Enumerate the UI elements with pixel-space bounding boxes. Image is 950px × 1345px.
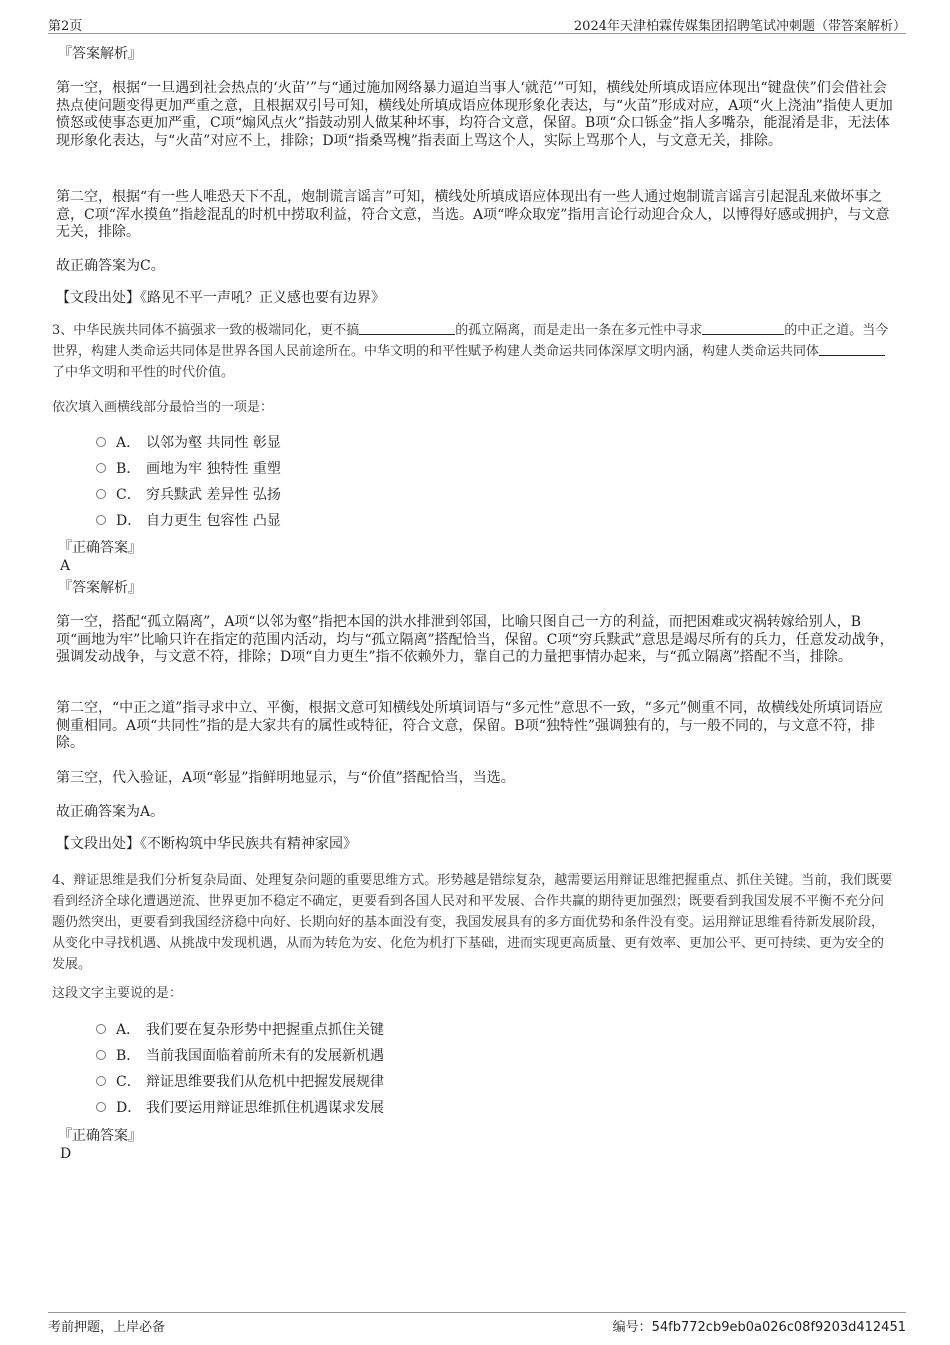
- option-c[interactable]: C． 穷兵黩武 差异性 弘扬: [96, 481, 281, 507]
- page-number: 第2页: [48, 19, 83, 34]
- radio-button[interactable]: [96, 489, 106, 499]
- page-header: [48, 12, 906, 34]
- answer-blank: [819, 343, 885, 356]
- radio-button[interactable]: [96, 463, 106, 473]
- answer-statement: 故正确答案为C。: [56, 258, 165, 274]
- footer-motto: 考前押题，上岸必备: [48, 1320, 166, 1335]
- source-citation: 【文段出处】《路见不平一声吼？正义感也要有边界》: [56, 290, 385, 306]
- question-stem: 3、中华民族共同体不搞强求一致的极端同化，更不搞 的孤立隔离，而是走出一条在多元性中寻求 的中正之道。当今世界，构建人类命运共同体是世界各国人民前途所在。中华文明的和平性赋予构建人类命运共同体深厚文明内涵，构建人类命运共同体了中华文明和平性的时代价值。: [52, 323, 889, 380]
- correct-answer: D: [60, 1146, 72, 1162]
- correct-answer-tag: 『正确答案』: [58, 540, 142, 556]
- radio-button[interactable]: [96, 1102, 106, 1112]
- option-d[interactable]: D． 我们要运用辩证思维抓住机遇谋求发展: [96, 1094, 384, 1120]
- option-b[interactable]: B． 当前我国面临着前所未有的发展新机遇: [96, 1042, 384, 1068]
- analysis-tag: 『答案解析』: [58, 580, 142, 596]
- analysis-tag: 『答案解析』: [58, 46, 142, 62]
- answer-statement: 故正确答案为A。: [56, 804, 165, 820]
- radio-button[interactable]: [96, 1076, 106, 1086]
- analysis-paragraph: 第三空，代入验证，A项“彰显”指鲜明地显示，与“价值”搭配恰当，当选。: [56, 770, 515, 786]
- option-a[interactable]: A． 我们要在复杂形势中把握重点抓住关键: [96, 1016, 384, 1042]
- analysis-paragraph: 第一空，根据“一旦遇到社会热点的‘火苗’”与“通过施加网络暴力逼迫当事人‘就范’”可知，横线处所填成语应体现出“键盘侠”们会借社会热点使问题变得更加严重之意，且根据双引号可知，横线处所填成语应体现形象化表达，与“火苗”形成对应，A项“火上浇油”指使人更加愤怒或使事态更加严重，C项“煽风点火”指鼓动别人做某种坏事，均符合文意，保留。B项“众口铄金”指人多嘴杂，能混淆是非，无法体现形象化表达，与“火苗”对应不上，排除；D项“指桑骂槐”指表面上骂这个人，实际上骂那个人，与文意无关，排除。: [56, 80, 893, 149]
- correct-answer-tag: 『正确答案』: [58, 1128, 142, 1144]
- option-list: [96, 429, 281, 533]
- analysis-paragraph: 第一空，搭配“孤立隔离”，A项“以邻为壑”指把本国的洪水排泄到邻国，比喻只图自己一方的利益，而把困难或灾祸转嫁给别人，B项“画地为牢”比喻只许在指定的范围内活动，均与“孤立隔离”搭配恰当，保留。C项“穷兵黩武”意思是竭尽所有的兵力，任意发动战争，强调发动战争，与文意不符，排除；D项“自力更生”指不依赖外力，靠自己的力量把事情办起来，与“孤立隔离”搭配不当，排除。: [56, 614, 894, 665]
- document-code: 编号：54fb772cb9eb0a026c08f9203d412451: [612, 1320, 906, 1335]
- option-b[interactable]: B． 画地为牢 独特性 重塑: [96, 455, 281, 481]
- document-title: 2024年天津柏霖传媒集团招聘笔试冲刺题（带答案解析）: [573, 19, 906, 34]
- radio-button[interactable]: [96, 1024, 106, 1034]
- correct-answer: A: [60, 558, 71, 574]
- question-prompt: 这段文字主要说的是：: [52, 986, 183, 1001]
- radio-button[interactable]: [96, 515, 106, 525]
- source-citation: 【文段出处】《不断构筑中华民族共有精神家园》: [56, 836, 357, 852]
- option-a[interactable]: A． 以邻为壑 共同性 彰显: [96, 429, 281, 455]
- question-prompt: 依次填入画横线部分最恰当的一项是：: [52, 400, 274, 415]
- answer-blank: [359, 322, 455, 335]
- analysis-paragraph: 第二空，根据“有一些人唯恐天下不乱，炮制谎言谣言”可知，横线处所填成语应体现出有一些人通过炮制谎言谣言引起混乱来做坏事之意，C项“浑水摸鱼”指趁混乱的时机中捞取利益，符合文意，当选。A项“哗众取宠”指用言论行动迎合众人，以博得好感或拥护，与文意无关，排除。: [56, 189, 890, 240]
- option-c[interactable]: C． 辩证思维要我们从危机中把握发展规律: [96, 1068, 384, 1094]
- radio-button[interactable]: [96, 437, 106, 447]
- option-d[interactable]: D． 自力更生 包容性 凸显: [96, 507, 281, 533]
- option-list: [96, 1016, 384, 1120]
- answer-blank: [702, 322, 784, 335]
- radio-button[interactable]: [96, 1050, 106, 1060]
- page-footer: [48, 1312, 906, 1334]
- analysis-paragraph: 第二空，“中正之道”指寻求中立、平衡，根据文意可知横线处所填词语与“多元性”意思不一致，“多元”侧重不同，故横线处所填词语应侧重相同。A项“共同性”指的是大家共有的属性或特征，符合文意，保留。B项“独特性”强调独有的，与一般不同的，与文意不符，排除。: [56, 700, 883, 751]
- question-stem: 4、辩证思维是我们分析复杂局面、处理复杂问题的重要思维方式。形势越是错综复杂，越需要运用辩证思维把握重点、抓住关键。当前，我们既要看到经济全球化遭遇逆流、世界更加不稳定不确定，更要看到各国人民对和平发展、合作共赢的期待更加强烈；既要看到我国发展不平衡不充分问题仍然突出，更要看到我国经济稳中向好、长期向好的基本面没有变，我国发展具有的多方面优势和条件没有变。运用辩证思维看待新发展阶段，从变化中寻找机遇、从挑战中发现机遇，从而为转危为安、化危为机打下基础，进而实现更高质量、更有效率、更加公平、更可持续、更为安全的发展。: [52, 873, 893, 972]
